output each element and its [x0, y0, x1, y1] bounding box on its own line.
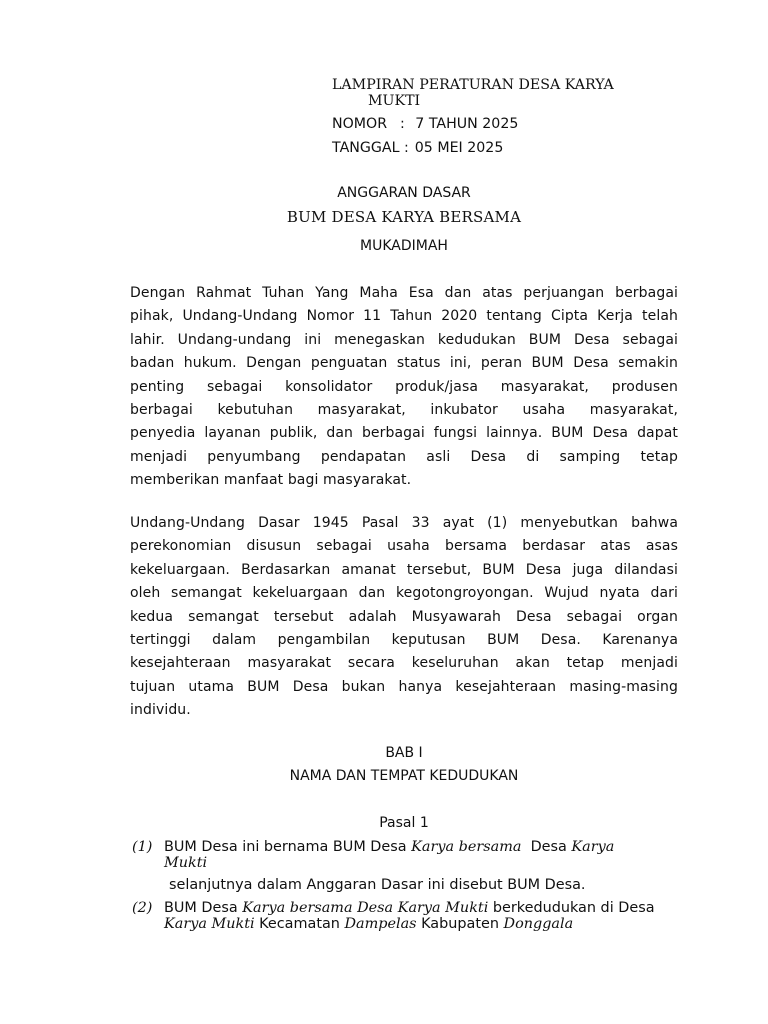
item-2-text-e: Kecamatan — [254, 916, 345, 932]
item-2-text-d: Karya Mukti — [164, 916, 255, 932]
paragraph-line: penyedia layanan publik, dan berbagai fungsi lainnya. BUM Desa dapat — [130, 425, 678, 442]
item-2-line-1 — [164, 900, 655, 917]
anggaran-dasar-title: ANGGARAN DASAR — [337, 185, 471, 201]
tanggal-line — [332, 140, 503, 156]
item-2-line-2 — [164, 916, 573, 933]
item-1-line-1 — [164, 839, 614, 856]
item-1-text-a: BUM Desa ini bernama BUM Desa — [164, 839, 412, 855]
tanggal-value: 05 MEI 2025 — [414, 140, 504, 156]
paragraph-line: berbagai kebutuhan masyarakat, inkubator usaha masyarakat, — [130, 401, 678, 418]
item-2-number: (2) — [132, 900, 153, 916]
mukadimah-paragraph-2 — [130, 512, 678, 723]
paragraph-line: badan hukum. Dengan penguatan status ini, peran BUM Desa semakin — [130, 355, 678, 372]
paragraph-line: menjadi penyumbang pendapatan asli Desa di samping tetap — [130, 448, 678, 465]
paragraph-line: kesejahteraan masyarakat secara keseluruhan akan tetap menjadi — [130, 655, 678, 672]
bab-title: NAMA DAN TEMPAT KEDUDUKAN — [289, 768, 519, 784]
item-2-text-g: Kabupaten — [416, 916, 504, 932]
item-1-text-d: Karya — [571, 839, 615, 855]
paragraph-line: memberikan manfaat bagi masyarakat. — [130, 472, 412, 489]
nomor-label: NOMOR — [332, 116, 388, 132]
nomor-separator: : — [400, 116, 405, 132]
paragraph-line: individu. — [130, 702, 191, 719]
nomor-value: 7 TAHUN 2025 — [415, 116, 519, 132]
paragraph-line: perekonomian disusun sebagai usaha bersama berdasar atas asas — [130, 538, 678, 555]
tanggal-separator: : — [404, 140, 409, 156]
paragraph-line: pihak, Undang-Undang Nomor 11 Tahun 2020 tentang Cipta Kerja telah — [130, 308, 678, 325]
lampiran-title-line2: MUKTI — [368, 93, 421, 109]
lampiran-title-line1: LAMPIRAN PERATURAN DESA KARYA — [332, 77, 614, 93]
item-1-line-2: Mukti — [164, 855, 208, 871]
pasal-heading: Pasal 1 — [379, 815, 429, 831]
paragraph-line: tertinggi dalam pengambilan keputusan BUM Desa. Karenanya — [130, 631, 678, 648]
paragraph-line: Dengan Rahmat Tuhan Yang Maha Esa dan atas perjuangan berbagai — [130, 285, 678, 301]
paragraph-line: Undang-Undang Dasar 1945 Pasal 33 ayat (1) menyebutkan bahwa — [130, 515, 678, 531]
item-1-line-3: selanjutnya dalam Anggaran Dasar ini disebut BUM Desa. — [169, 877, 586, 893]
mukadimah-paragraph-1 — [130, 282, 678, 493]
paragraph-line: kekeluargaan. Berdasarkan amanat tersebut, BUM Desa juga dilandasi — [130, 561, 678, 578]
bab-number: BAB I — [385, 745, 423, 761]
paragraph-line: tujuan utama BUM Desa bukan hanya kesejahteraan masing-masing — [130, 678, 678, 695]
paragraph-line: lahir. Undang-undang ini menegaskan kedudukan BUM Desa sebagai — [130, 331, 678, 348]
item-2-text-a: BUM Desa — [164, 900, 243, 916]
mukadimah-heading: MUKADIMAH — [360, 238, 448, 254]
item-2-text-h: Donggala — [503, 916, 574, 932]
tanggal-label: TANGGAL — [332, 140, 400, 156]
bum-desa-title: BUM DESA KARYA BERSAMA — [286, 208, 522, 226]
item-1-text-b: Karya bersama — [411, 839, 522, 855]
paragraph-line: oleh semangat kekeluargaan dan kegotongroyongan. Wujud nyata dari — [130, 585, 678, 602]
item-1-text-c: Desa — [521, 839, 572, 855]
item-2-text-f: Dampelas — [344, 916, 417, 932]
paragraph-line: penting sebagai konsolidator produk/jasa masyarakat, produsen — [130, 378, 678, 395]
item-2-text-c: berkedudukan di Desa — [488, 900, 655, 916]
nomor-line — [332, 116, 518, 132]
item-1-number: (1) — [132, 839, 153, 855]
item-2-text-b: Karya bersama Desa Karya Mukti — [242, 900, 489, 916]
paragraph-line: kedua semangat tersebut adalah Musyawarah Desa sebagai organ — [130, 608, 678, 625]
